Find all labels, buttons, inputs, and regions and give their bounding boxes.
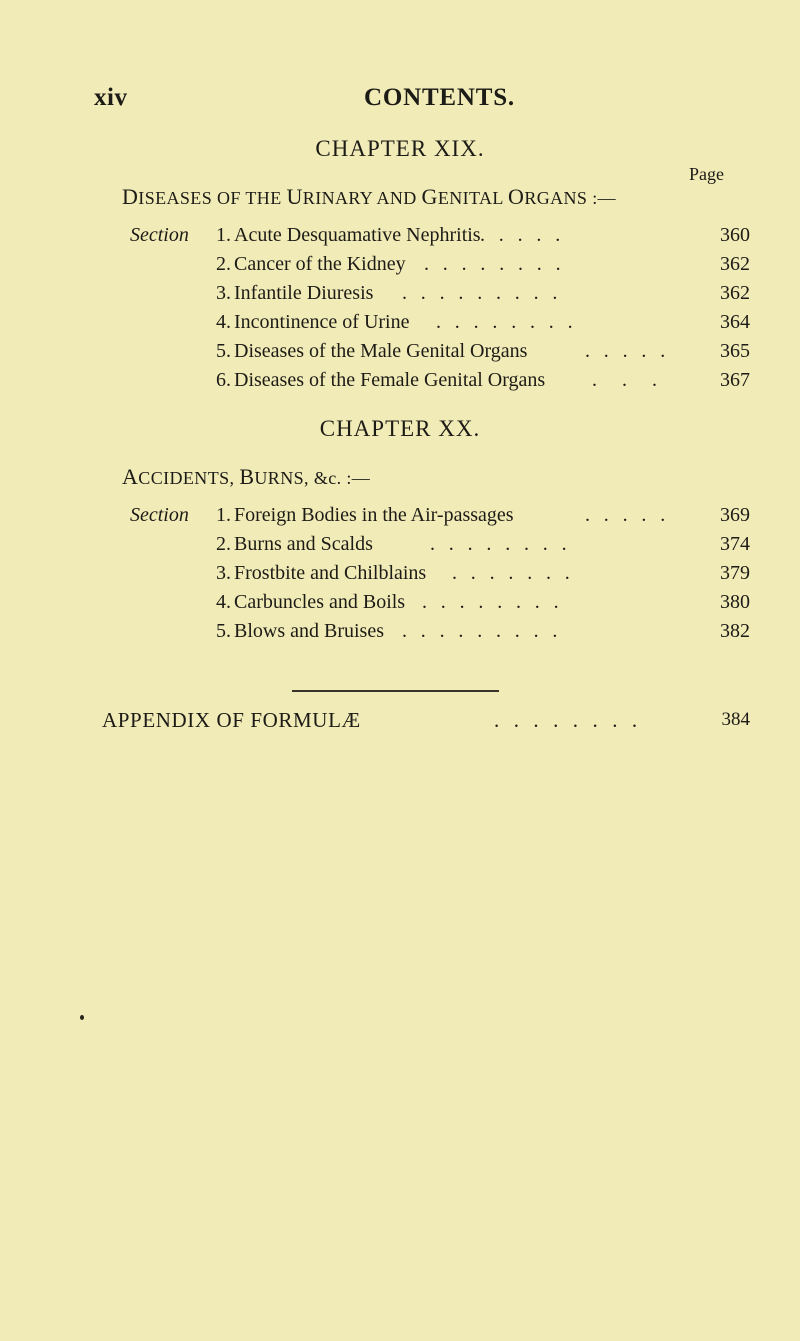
toc-entry — [130, 308, 750, 336]
entry-page: 365 — [720, 340, 750, 362]
entry-page: 362 — [720, 282, 750, 304]
entry-number: 4. — [216, 311, 231, 333]
entry-page: 364 — [720, 311, 750, 333]
entry-page: 374 — [720, 533, 750, 555]
entry-title: Acute Desquamative Nephritis — [234, 224, 481, 246]
entry-number: 3. — [216, 282, 231, 304]
entry-title: Incontinence of Urine — [234, 311, 410, 333]
entry-page: 367 — [720, 369, 750, 391]
section-label: Section — [130, 504, 189, 526]
dot-leader: . . . . . — [480, 224, 565, 246]
toc-entry — [130, 250, 750, 278]
dot-leader: . . . . . . . . — [430, 533, 571, 555]
dot-leader: . . . — [592, 369, 667, 391]
page-number-roman: xiv — [94, 84, 128, 111]
toc-entry — [130, 559, 750, 587]
toc-entry — [130, 530, 750, 558]
entry-number: 4. — [216, 591, 231, 613]
dot-leader: . . . . . . . . — [436, 311, 577, 333]
section-label: Section — [130, 224, 189, 246]
section-divider — [292, 690, 499, 692]
print-speck — [80, 1015, 84, 1020]
dot-leader: . . . . . . . . — [424, 253, 565, 275]
dot-leader: . . . . . . . — [452, 562, 575, 584]
running-title: CONTENTS. — [364, 84, 515, 111]
dot-leader: . . . . . . . . . — [402, 282, 562, 304]
chapter-subject: ACCIDENTS, BURNS, &c. :— — [122, 464, 371, 489]
entry-title: Diseases of the Male Genital Organs — [234, 340, 528, 362]
entry-number: 1. — [216, 504, 231, 526]
entry-number: 6. — [216, 369, 231, 391]
entry-page: 379 — [720, 562, 750, 584]
chapter-heading: CHAPTER XIX. — [315, 136, 485, 161]
entry-number: 2. — [216, 253, 231, 275]
chapter-subject: DISEASES OF THE URINARY AND GENITAL ORGANS :— — [122, 184, 617, 209]
entry-number: 5. — [216, 620, 231, 642]
entry-page: 362 — [720, 253, 750, 275]
entry-page: 369 — [720, 504, 750, 526]
entry-title: Foreign Bodies in the Air-passages — [234, 504, 514, 526]
entry-number: 5. — [216, 340, 231, 362]
toc-entry — [130, 337, 750, 365]
entry-page: 382 — [720, 620, 750, 642]
appendix-entry — [102, 705, 750, 735]
appendix-title: APPENDIX OF FORMULÆ — [102, 708, 361, 732]
entry-number: 2. — [216, 533, 231, 555]
entry-number: 1. — [216, 224, 231, 246]
entry-title: Burns and Scalds — [234, 533, 373, 555]
entry-title: Diseases of the Female Genital Organs — [234, 369, 546, 391]
entry-title: Frostbite and Chilblains — [234, 562, 427, 584]
running-head — [94, 84, 734, 114]
entry-title: Infantile Diuresis — [234, 282, 374, 304]
entry-number: 3. — [216, 562, 231, 584]
dot-leader: . . . . . . . . — [422, 591, 563, 613]
entry-title: Blows and Bruises — [234, 620, 384, 642]
toc-entry — [130, 279, 750, 307]
entry-title: Carbuncles and Boils — [234, 591, 406, 613]
entry-title: Cancer of the Kidney — [234, 253, 406, 275]
dot-leader: . . . . . . . . . — [402, 620, 562, 642]
toc-entry — [130, 617, 750, 645]
toc-entry — [130, 221, 750, 249]
toc-entry — [130, 501, 750, 529]
page-column-label: Page — [689, 164, 724, 184]
entry-page: 380 — [720, 591, 750, 613]
dot-leader: . . . . . — [585, 504, 670, 526]
entry-page: 360 — [720, 224, 750, 246]
toc-entry — [130, 366, 750, 394]
appendix-page: 384 — [721, 709, 750, 730]
chapter-heading: CHAPTER XX. — [319, 416, 481, 441]
toc-entry — [130, 588, 750, 616]
dot-leader: . . . . . . . . — [494, 708, 642, 732]
dot-leader: . . . . . — [585, 340, 670, 362]
